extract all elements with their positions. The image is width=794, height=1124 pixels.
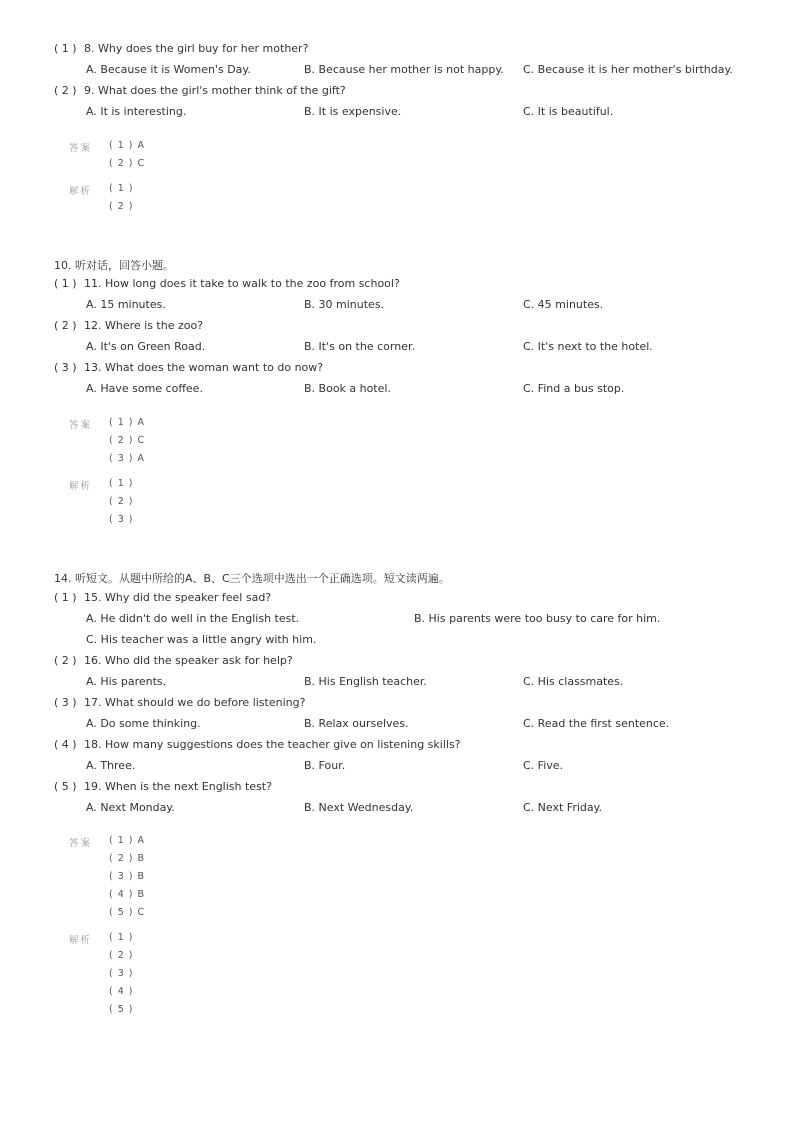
question-number: ( 5 ) — [54, 780, 77, 793]
answer-label: 答案 — [69, 143, 93, 154]
question-number: ( 2 ) — [54, 84, 77, 97]
option-a: A. Three. — [86, 759, 136, 772]
question-text: 15. Why did the speaker feel sad? — [84, 591, 272, 604]
option-c: C. His teacher was a little angry with him. — [86, 633, 317, 646]
answer-item: ( 5 ) C — [109, 907, 146, 918]
analysis-item: ( 2 ) — [109, 201, 134, 212]
option-a: A. Because it is Women's Day. — [86, 63, 251, 76]
question-number: ( 1 ) — [54, 42, 77, 55]
answer-label: 答案 — [69, 838, 93, 849]
analysis-item: ( 1 ) — [109, 183, 134, 194]
question-text: 17. What should we do before listening? — [84, 696, 306, 709]
option-c: C. Read the first sentence. — [523, 717, 670, 730]
analysis-item: ( 3 ) — [109, 968, 134, 979]
section-title: 14. 听短文。从题中所给的A、B、C三个选项中选出一个正确选项。短文读两遍。 — [54, 572, 450, 585]
option-c: C. Next Friday. — [523, 801, 603, 814]
answer-item: ( 2 ) C — [109, 158, 146, 169]
option-c: C. It is beautiful. — [523, 105, 614, 118]
question-text: 9. What does the girl's mother think of the gift? — [84, 84, 346, 97]
analysis-item: ( 5 ) — [109, 1004, 134, 1015]
answer-label: 答案 — [69, 420, 93, 431]
question-number: ( 2 ) — [54, 654, 77, 667]
question-number: ( 4 ) — [54, 738, 77, 751]
option-b: B. Four. — [304, 759, 346, 772]
option-b: B. Next Wednesday. — [304, 801, 414, 814]
answer-item: ( 1 ) A — [109, 835, 146, 846]
question-11 — [54, 277, 400, 291]
option-b: B. It is expensive. — [304, 105, 402, 118]
option-a: A. Next Monday. — [86, 801, 175, 814]
option-c: C. His classmates. — [523, 675, 624, 688]
option-b: B. 30 minutes. — [304, 298, 385, 311]
option-a: A. 15 minutes. — [86, 298, 166, 311]
option-b: B. His English teacher. — [304, 675, 427, 688]
answer-item: ( 3 ) B — [109, 871, 146, 882]
question-text: 11. How long does it take to walk to the zoo from school? — [84, 277, 400, 290]
question-19 — [54, 780, 272, 794]
option-b: B. His parents were too busy to care for him. — [414, 612, 661, 625]
analysis-item: ( 4 ) — [109, 986, 134, 997]
option-a: A. Do some thinking. — [86, 717, 201, 730]
option-c: C. Five. — [523, 759, 564, 772]
option-a: A. Have some coffee. — [86, 382, 203, 395]
option-b: B. Book a hotel. — [304, 382, 391, 395]
analysis-item: ( 3 ) — [109, 514, 134, 525]
question-18 — [54, 738, 461, 752]
answer-item: ( 3 ) A — [109, 453, 146, 464]
question-8 — [54, 42, 308, 56]
option-b: B. Because her mother is not happy. — [304, 63, 504, 76]
answer-item: ( 2 ) B — [109, 853, 146, 864]
analysis-label: 解析 — [69, 935, 93, 946]
question-12 — [54, 319, 203, 333]
question-number: ( 2 ) — [54, 319, 77, 332]
question-text: 8. Why does the girl buy for her mother? — [84, 42, 309, 55]
option-a: A. It is interesting. — [86, 105, 187, 118]
option-c: C. 45 minutes. — [523, 298, 604, 311]
analysis-label: 解析 — [69, 481, 93, 492]
question-16 — [54, 654, 293, 668]
question-text: 18. How many suggestions does the teacher give on listening skills? — [84, 738, 461, 751]
option-a: A. He didn't do well in the English test. — [86, 612, 300, 625]
question-number: ( 3 ) — [54, 361, 77, 374]
question-17 — [54, 696, 305, 710]
option-c: C. Because it is her mother's birthday. — [523, 63, 733, 76]
option-b: B. It's on the corner. — [304, 340, 415, 353]
analysis-item: ( 1 ) — [109, 478, 134, 489]
question-text: 19. When is the next English test? — [84, 780, 272, 793]
option-c: C. It's next to the hotel. — [523, 340, 653, 353]
analysis-item: ( 2 ) — [109, 496, 134, 507]
option-c: C. Find a bus stop. — [523, 382, 625, 395]
question-9 — [54, 84, 346, 98]
option-a: A. His parents. — [86, 675, 167, 688]
option-b: B. Relax ourselves. — [304, 717, 409, 730]
question-number: ( 3 ) — [54, 696, 77, 709]
answer-item: ( 1 ) A — [109, 417, 146, 428]
question-13 — [54, 361, 323, 375]
analysis-item: ( 1 ) — [109, 932, 134, 943]
answer-item: ( 4 ) B — [109, 889, 146, 900]
option-a: A. It's on Green Road. — [86, 340, 206, 353]
question-text: 12. Where is the zoo? — [84, 319, 204, 332]
answer-item: ( 2 ) C — [109, 435, 146, 446]
analysis-label: 解析 — [69, 186, 93, 197]
section-title: 10. 听对话，回答小题。 — [54, 259, 174, 272]
question-number: ( 1 ) — [54, 591, 77, 604]
answer-item: ( 1 ) A — [109, 140, 146, 151]
question-text: 16. Who did the speaker ask for help? — [84, 654, 293, 667]
question-text: 13. What does the woman want to do now? — [84, 361, 324, 374]
analysis-item: ( 2 ) — [109, 950, 134, 961]
question-15 — [54, 591, 271, 605]
question-number: ( 1 ) — [54, 277, 77, 290]
